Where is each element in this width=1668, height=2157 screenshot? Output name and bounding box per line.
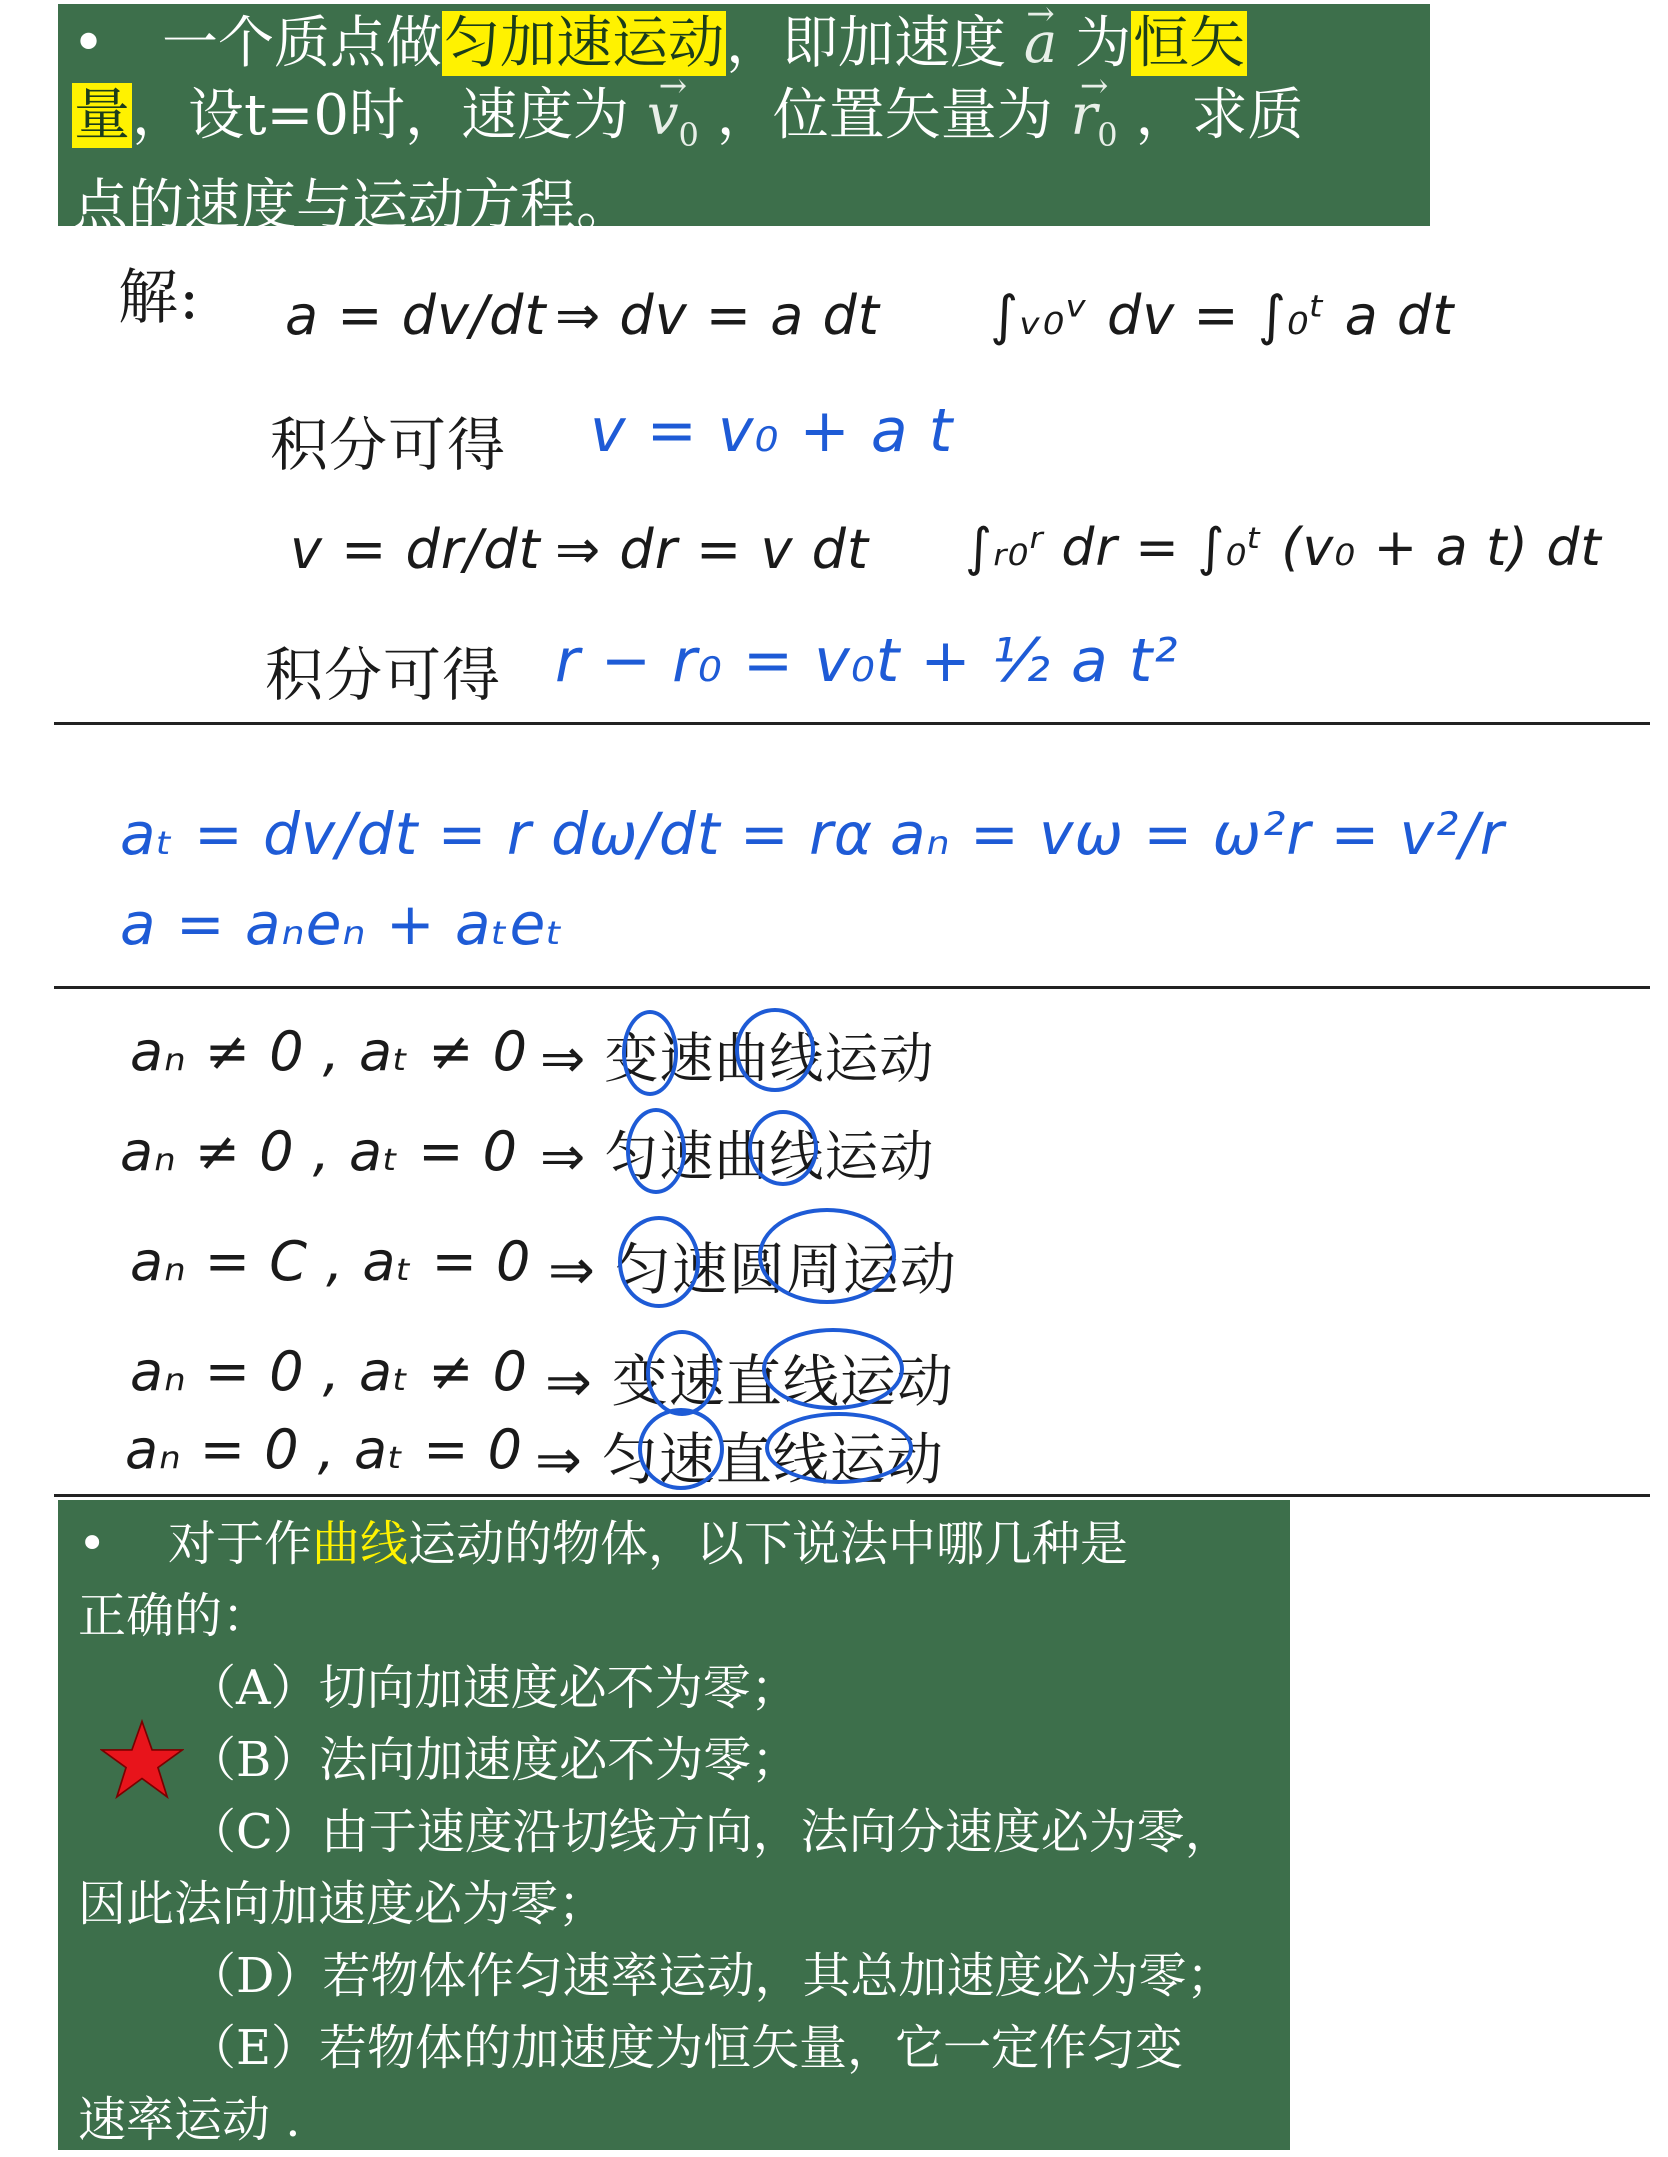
option-a: （A）切向加速度必不为零； <box>188 1660 799 1716</box>
option-d: （D）若物体作匀速率运动，其总加速度必为零； <box>188 1948 1235 2004</box>
bullet: • <box>72 11 106 76</box>
circle-mark <box>626 1108 686 1194</box>
case-3-condition: aₙ = C , aₜ = 0 <box>130 1230 532 1293</box>
circle-mark <box>762 1328 904 1410</box>
case-5-result: ⇒ 匀速直线运动 <box>535 1428 944 1493</box>
circle-mark <box>758 1208 896 1304</box>
circle-mark <box>638 1408 724 1490</box>
vector-a: → a <box>1024 8 1057 80</box>
problem-1-line-2: 量，设t=0时，速度为 → $v_0$ ，位置矢量为 → $r_0$ ，求质 <box>72 80 1416 171</box>
case-4-condition: aₙ = 0 , aₜ ≠ 0 <box>130 1340 529 1403</box>
case-3-result: ⇒ 匀速圆周运动 <box>548 1238 957 1303</box>
problem-1-line-1: • 一个质点做匀加速运动，即加速度 → a 为恒矢 <box>72 8 1416 80</box>
tangential-acceleration-formula: aₜ = dv/dt = r dω/dt = rα <box>120 800 874 868</box>
highlight-uniform-acceleration: 匀加速运动 <box>444 11 724 76</box>
case-2-condition: aₙ ≠ 0 , aₜ = 0 <box>120 1120 519 1183</box>
problem-1-board <box>58 4 1430 240</box>
circle-mark <box>735 1008 815 1092</box>
question-stem: • 对于作曲线运动的物体，以下说法中哪几种是 <box>78 1516 1129 1572</box>
question-stem-cont: 正确的： <box>78 1588 271 1644</box>
case-5-condition: aₙ = 0 , aₜ = 0 <box>125 1418 524 1481</box>
circle-mark <box>618 1216 700 1308</box>
vector-v0: → $v_0$ <box>647 80 699 171</box>
circle-mark <box>622 1010 678 1096</box>
solution-line-1c: ∫ᵥ₀ᵛ dv = ∫₀ᵗ a dt <box>990 284 1455 347</box>
normal-acceleration-formula: aₙ = vω = ω²r = v²/r <box>890 800 1505 868</box>
option-c-cont: 因此法向加速度必为零； <box>78 1876 607 1932</box>
case-1-result: ⇒ 变速曲线运动 <box>540 1027 935 1090</box>
option-e: （E）若物体的加速度为恒矢量，它一定作匀变 <box>188 2020 1184 2076</box>
solution-line-4a: 积分可得 <box>265 641 502 709</box>
case-2-result: ⇒ 匀速曲线运动 <box>540 1125 935 1188</box>
highlight-constant-vector: 恒矢 <box>1133 11 1246 76</box>
divider-2 <box>54 986 1650 989</box>
solution-line-3b: ⇒ dr = v dt <box>555 518 870 581</box>
problem-2-board <box>58 1500 1290 2150</box>
solution-line-2b: v = v₀ + a t <box>590 396 954 466</box>
option-c: （C）由于速度沿切线方向，法向分速度必为零， <box>188 1804 1233 1860</box>
solution-line-3c: ∫ᵣ₀ʳ dr = ∫₀ᵗ (v₀ + a t) dt <box>965 518 1602 578</box>
option-b: （B）法向加速度必不为零； <box>188 1732 800 1788</box>
circle-mark <box>646 1330 718 1416</box>
solution-line-2a: 积分可得 <box>270 411 507 479</box>
total-acceleration-formula: a = aₙeₙ + aₜeₜ <box>120 890 565 958</box>
solution-line-3a: v = dr/dt <box>290 518 541 581</box>
case-1-condition: aₙ ≠ 0 , aₜ ≠ 0 <box>130 1020 529 1083</box>
circle-mark <box>748 1110 818 1186</box>
problem-1-line-3: 点的速度与运动方程。 <box>72 174 632 240</box>
solution-line-1a: a = dv/dt <box>285 284 547 347</box>
divider-3 <box>54 1494 1650 1497</box>
vector-r0: → $r_0$ <box>1071 80 1118 171</box>
highlight-curve: 曲线 <box>312 1516 409 1572</box>
option-e-cont: 速率运动 . <box>78 2092 301 2148</box>
solution-label: 解: <box>118 263 201 333</box>
solution-line-1b: ⇒ dv = a dt <box>555 284 880 347</box>
circle-mark <box>765 1412 913 1484</box>
solution-line-4b: r − r₀ = v₀t + ½ a t² <box>555 626 1179 696</box>
divider-1 <box>54 722 1650 725</box>
case-4-result: ⇒ 变速直线运动 <box>545 1350 954 1415</box>
star-icon <box>100 1718 184 1802</box>
